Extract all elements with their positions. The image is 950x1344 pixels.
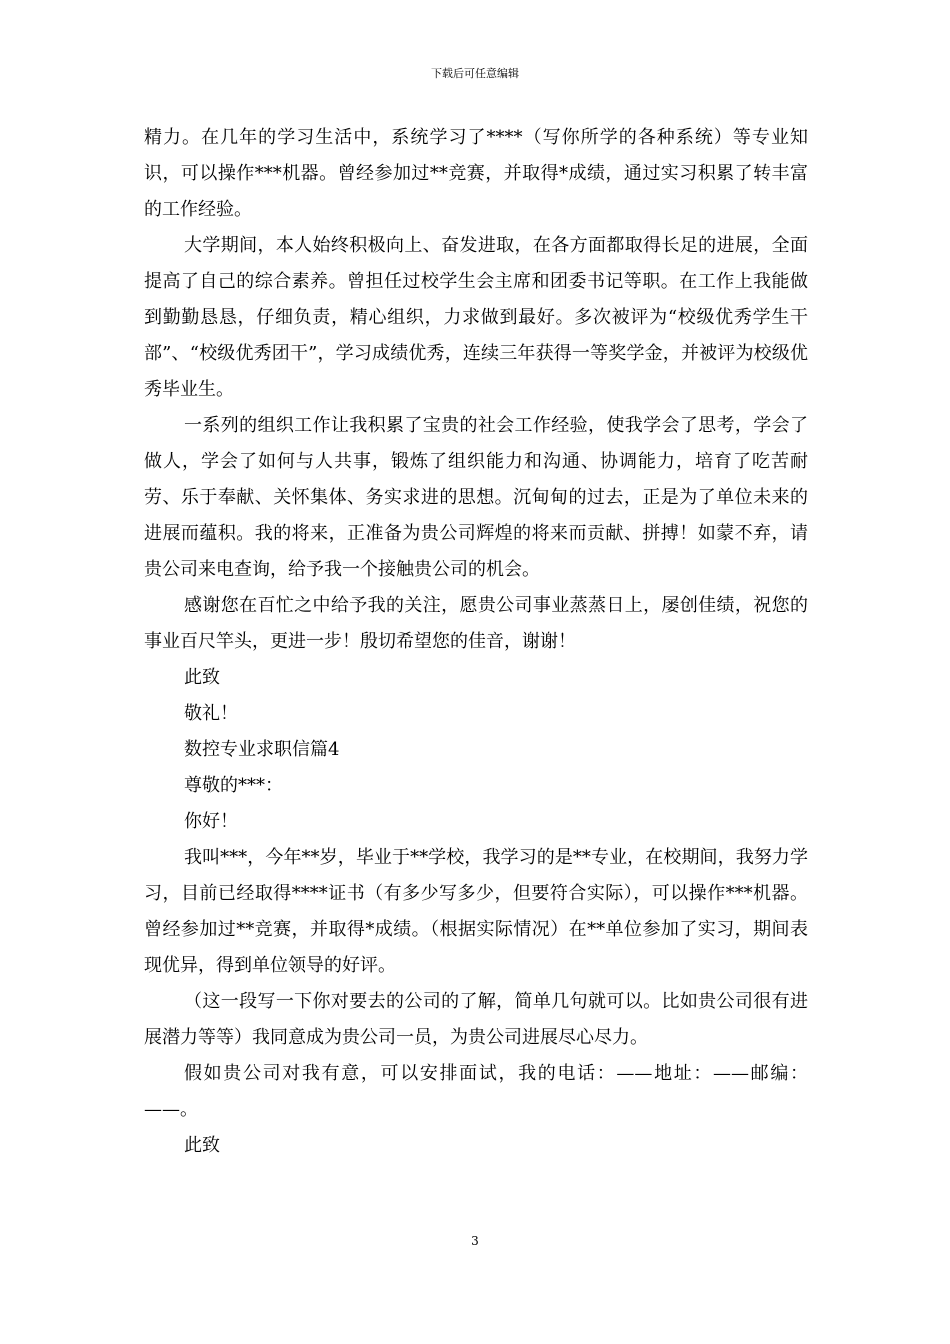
- closing-salutation-2: 此致: [184, 1135, 220, 1156]
- paragraph-6: （这一段写一下你对要去的公司的了解，简单几句就可以。比如贵公司很有进展潜力等等）我同意成为贵公司一员，为贵公司进展尽心尽力。: [144, 991, 808, 1048]
- closing-regards: 敬礼！: [184, 703, 238, 724]
- paragraph-4: 感谢您在百忙之中给予我的关注，愿贵公司事业蒸蒸日上，屡创佳绩，祝您的事业百尺竿头，更进一步！殷切希望您的佳音，谢谢！: [144, 595, 808, 652]
- paragraph-5: 我叫***，今年**岁，毕业于**学校，我学习的是**专业，在校期间，我努力学习，目前已经取得****证书（有多少写多少，但要符合实际），可以操作***机器。曾经参加过**竞赛，并取得*成绩。（根据实际情况）在**单位参加了实习，期间表现优异，得到单位领导的好评。: [144, 847, 808, 976]
- page-number: 3: [471, 1234, 479, 1248]
- paragraph-3: 一系列的组织工作让我积累了宝贵的社会工作经验，使我学会了思考，学会了做人，学会了如何与人共事，锻炼了组织能力和沟通、协调能力，培育了吃苦耐劳、乐于奉献、关怀集体、务实求进的思想。沉甸甸的过去，正是为了单位未来的进展而蕴积。我的将来，正准备为贵公司辉煌的将来而贡献、拼搏！如蒙不弃，请贵公司来电查询，给予我一个接触贵公司的机会。: [144, 415, 808, 580]
- page-header: 下载后可任意编辑: [431, 67, 519, 80]
- closing-salutation-1: 此致: [184, 667, 220, 688]
- paragraph-1: 精力。在几年的学习生活中，系统学习了****（写你所学的各种系统）等专业知识，可以操作***机器。曾经参加过**竞赛，并取得*成绩，通过实习积累了转丰富的工作经验。: [144, 127, 808, 220]
- letter-greeting: 你好！: [184, 811, 238, 832]
- paragraph-2: 大学期间，本人始终积极向上、奋发进取，在各方面都取得长足的进展，全面提高了自己的综合素养。曾担任过校学生会主席和团委书记等职。在工作上我能做到勤勤恳恳，仔细负责，精心组织，力求做到最好。多次被评为“校级优秀学生干部”、“校级优秀团干”，学习成绩优秀，连续三年获得一等奖学金，并被评为校级优秀毕业生。: [144, 235, 808, 400]
- section-heading: 数控专业求职信篇4: [184, 739, 340, 760]
- document-body: [144, 120, 808, 1164]
- letter-salutation: 尊敬的***：: [184, 775, 283, 796]
- paragraph-7: 假如贵公司对我有意，可以安排面试，我的电话：——地址：——邮编：——。: [144, 1063, 808, 1120]
